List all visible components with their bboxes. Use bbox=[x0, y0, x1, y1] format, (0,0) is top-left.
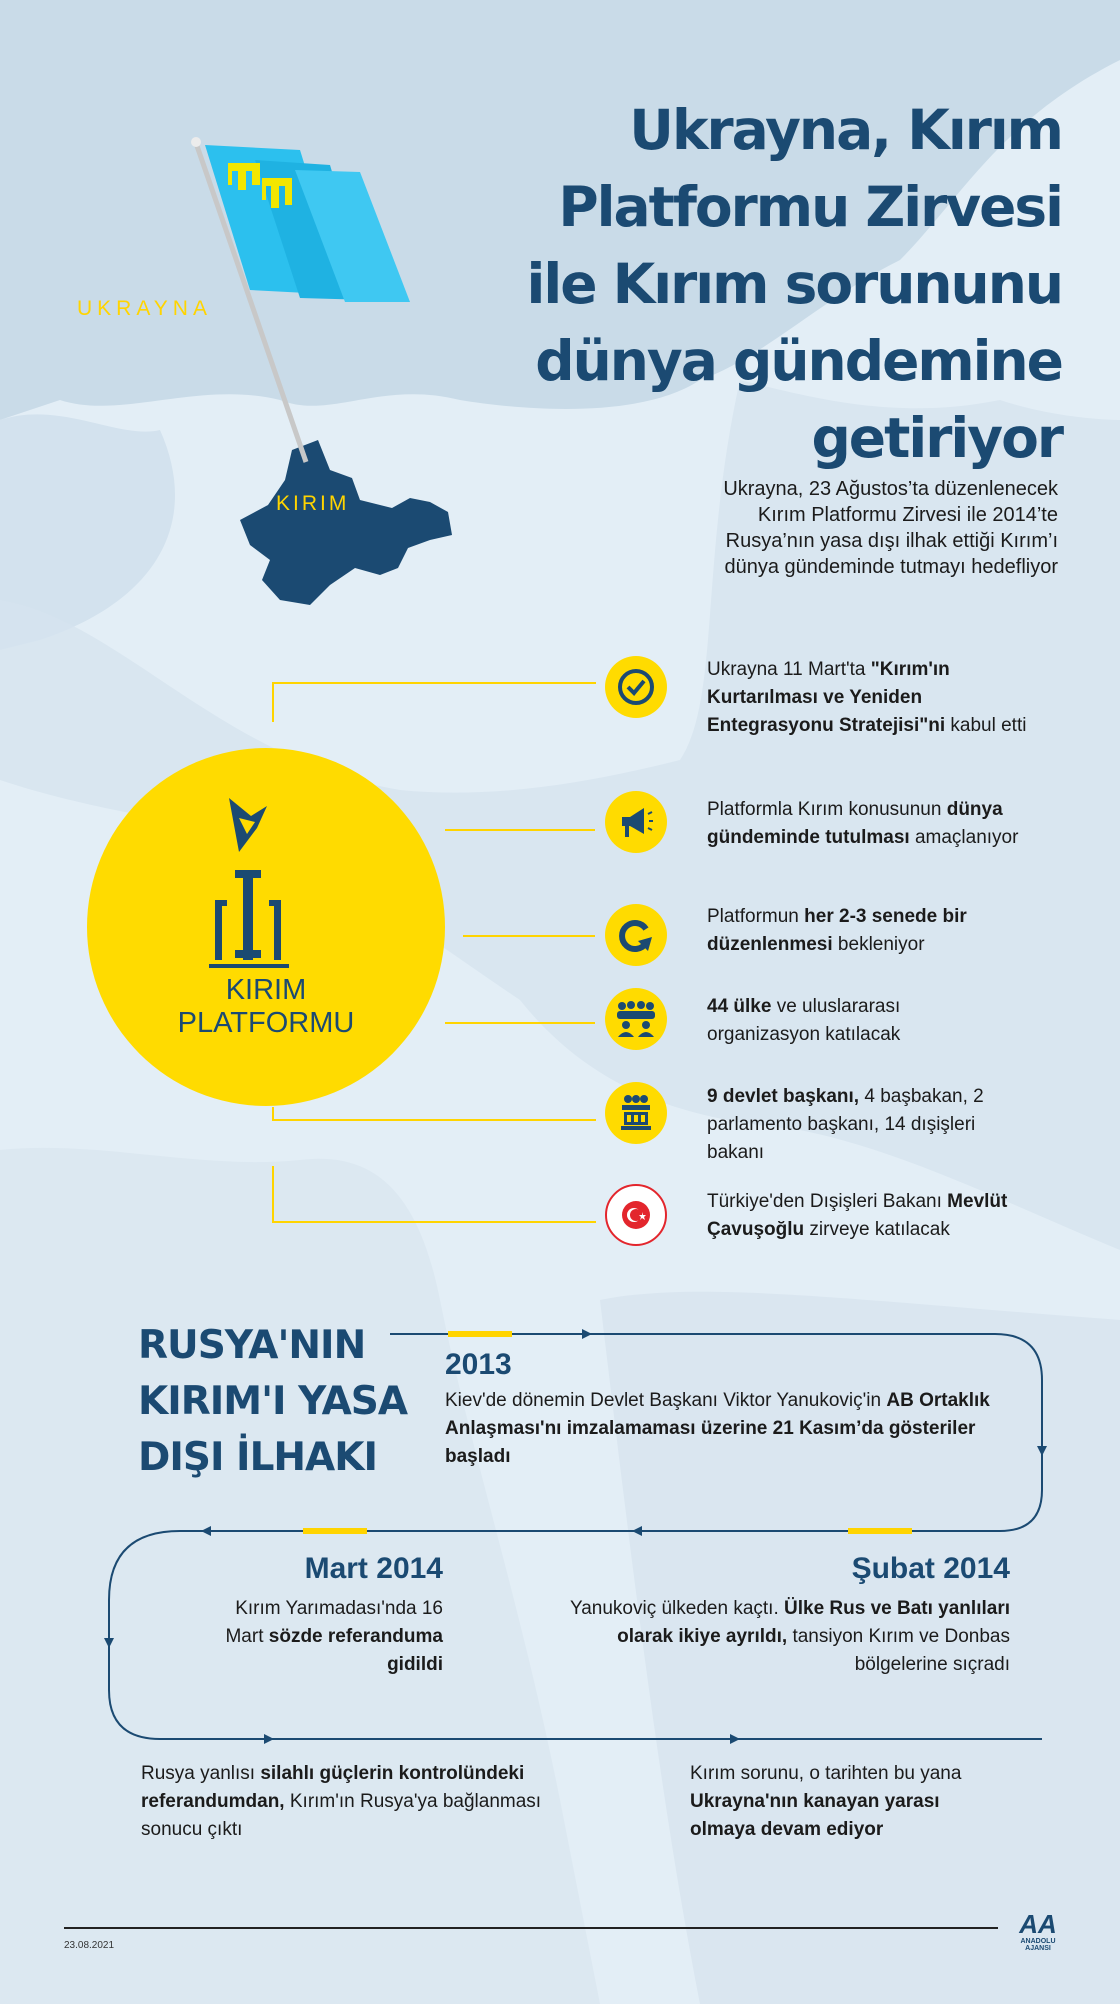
bold-text-segment: 9 devlet başkanı, bbox=[707, 1086, 860, 1107]
timeline-marker bbox=[303, 1528, 367, 1534]
bold-text-segment: Ukrayna'nın kanayan yarası olmaya devam ediyor bbox=[690, 1791, 940, 1840]
text-segment: Platformla Kırım konusunun bbox=[707, 799, 947, 820]
title-line: Platformu Zirvesi bbox=[558, 175, 1062, 239]
section-title-line: DIŞI İLHAKI bbox=[138, 1435, 377, 1480]
timeline-year: Mart 2014 bbox=[304, 1552, 443, 1585]
arrow-left-icon bbox=[632, 1526, 642, 1536]
title-line: getiriyor bbox=[811, 406, 1062, 470]
timeline-text bbox=[445, 1387, 1045, 1471]
bold-text-segment: Mevlüt Çavuşoğlu bbox=[707, 1191, 1008, 1240]
badge-title-line: KIRIM bbox=[225, 974, 307, 1006]
footer-divider bbox=[64, 1927, 998, 1929]
logo-text: ANADOLU AJANSI bbox=[1020, 1938, 1056, 1952]
bold-text-segment: ni bbox=[928, 715, 946, 736]
text-segment: Platformun bbox=[707, 906, 805, 927]
bold-text-segment: dünya gündeminde tutulması bbox=[707, 799, 1003, 848]
title-line: ile Kırım sorununu bbox=[526, 252, 1062, 316]
text-segment: Kırım Yarımadası'nda 16 Mart bbox=[225, 1598, 443, 1647]
section-title-line: RUSYA'NIN bbox=[138, 1323, 366, 1368]
footer-date: 23.08.2021 bbox=[64, 1940, 115, 1951]
timeline-text bbox=[193, 1595, 443, 1679]
timeline-text bbox=[141, 1760, 561, 1844]
bold-text-segment: "Kırım'ın Kurtarılması ve Yeniden Entegrasyonu Stratejisi" bbox=[707, 659, 950, 736]
badge-title-line: PLATFORMU bbox=[177, 1007, 355, 1039]
timeline-text bbox=[530, 1595, 1010, 1679]
arrow-right-icon bbox=[730, 1734, 740, 1744]
text-segment: Ukrayna 11 Mart'ta bbox=[707, 659, 871, 680]
arrow-right-icon bbox=[264, 1734, 274, 1744]
text-segment: amaçlanıyor bbox=[909, 827, 1019, 848]
text-segment: Kırım'ın Rusya'ya bağlanması sonucu çıktı bbox=[141, 1791, 542, 1840]
text-segment: Kiev'de dönemin Devlet Başkanı Viktor Yanukoviç'in bbox=[445, 1390, 887, 1411]
text-segment: Yanukoviç ülkeden kaçtı. bbox=[569, 1598, 784, 1619]
arrow-down-icon bbox=[104, 1638, 114, 1648]
bold-text-segment: sözde referanduma gidildi bbox=[268, 1626, 443, 1675]
subtitle-line: Ukrayna, 23 Ağustos’ta düzenlenecek bbox=[723, 478, 1058, 500]
bold-text-segment: silahlı güçlerin kontrolündeki referandumdan, bbox=[141, 1763, 525, 1812]
text-segment: Türkiye'den Dışişleri Bakanı bbox=[707, 1191, 948, 1212]
text-segment: tansiyon Kırım ve Donbas bölgelerine sıçradı bbox=[787, 1626, 1010, 1675]
bold-text-segment: AB Ortaklık Anlaşması'nı imzalamaması üzerine 21 Kasım’da gösteriler başladı bbox=[445, 1390, 990, 1467]
arrow-right-icon bbox=[582, 1329, 592, 1339]
timeline-year: Şubat 2014 bbox=[851, 1552, 1010, 1585]
map-label-ukraine: UKRAYNA bbox=[77, 297, 212, 320]
section-title-line: KIRIM'I YASA bbox=[138, 1379, 408, 1424]
bold-text-segment: 44 ülke bbox=[707, 996, 772, 1017]
text-segment: Rusya yanlısı bbox=[141, 1763, 261, 1784]
text-segment: ve uluslararası organizasyon katılacak bbox=[707, 996, 901, 1045]
text-segment: kabul etti bbox=[945, 715, 1027, 736]
title-line: dünya gündemine bbox=[535, 329, 1062, 393]
subtitle-line: Kırım Platformu Zirvesi ile 2014’te bbox=[757, 504, 1058, 526]
timeline-marker bbox=[448, 1331, 512, 1337]
anadolu-agency-logo bbox=[1008, 1910, 1068, 1952]
timeline-marker bbox=[848, 1528, 912, 1534]
arrow-left-icon bbox=[201, 1526, 211, 1536]
title-line: Ukrayna, Kırım bbox=[629, 98, 1062, 162]
text-segment: zirveye katılacak bbox=[804, 1219, 950, 1240]
timeline-text bbox=[690, 1760, 1000, 1844]
logo-mark: AA bbox=[1019, 1909, 1057, 1939]
timeline-year: 2013 bbox=[445, 1348, 512, 1381]
subtitle-line: Rusya’nın yasa dışı ilhak ettiği Kırım’ı bbox=[725, 530, 1058, 552]
map-label-crimea: KIRIM bbox=[276, 492, 350, 515]
text-segment: bekleniyor bbox=[832, 934, 925, 955]
bold-text-segment: her 2-3 senede bir düzenlenmesi bbox=[707, 906, 967, 955]
text-segment: Kırım sorunu, o tarihten bu yana bbox=[690, 1763, 962, 1784]
text-segment: 4 başbakan, 2 parlamento başkanı, 14 dışişleri bakanı bbox=[707, 1086, 984, 1163]
bold-text-segment: Ülke Rus ve Batı yanlıları olarak ikiye ayrıldı, bbox=[617, 1598, 1010, 1647]
subtitle-line: dünya gündeminde tutmayı hedefliyor bbox=[724, 556, 1058, 578]
